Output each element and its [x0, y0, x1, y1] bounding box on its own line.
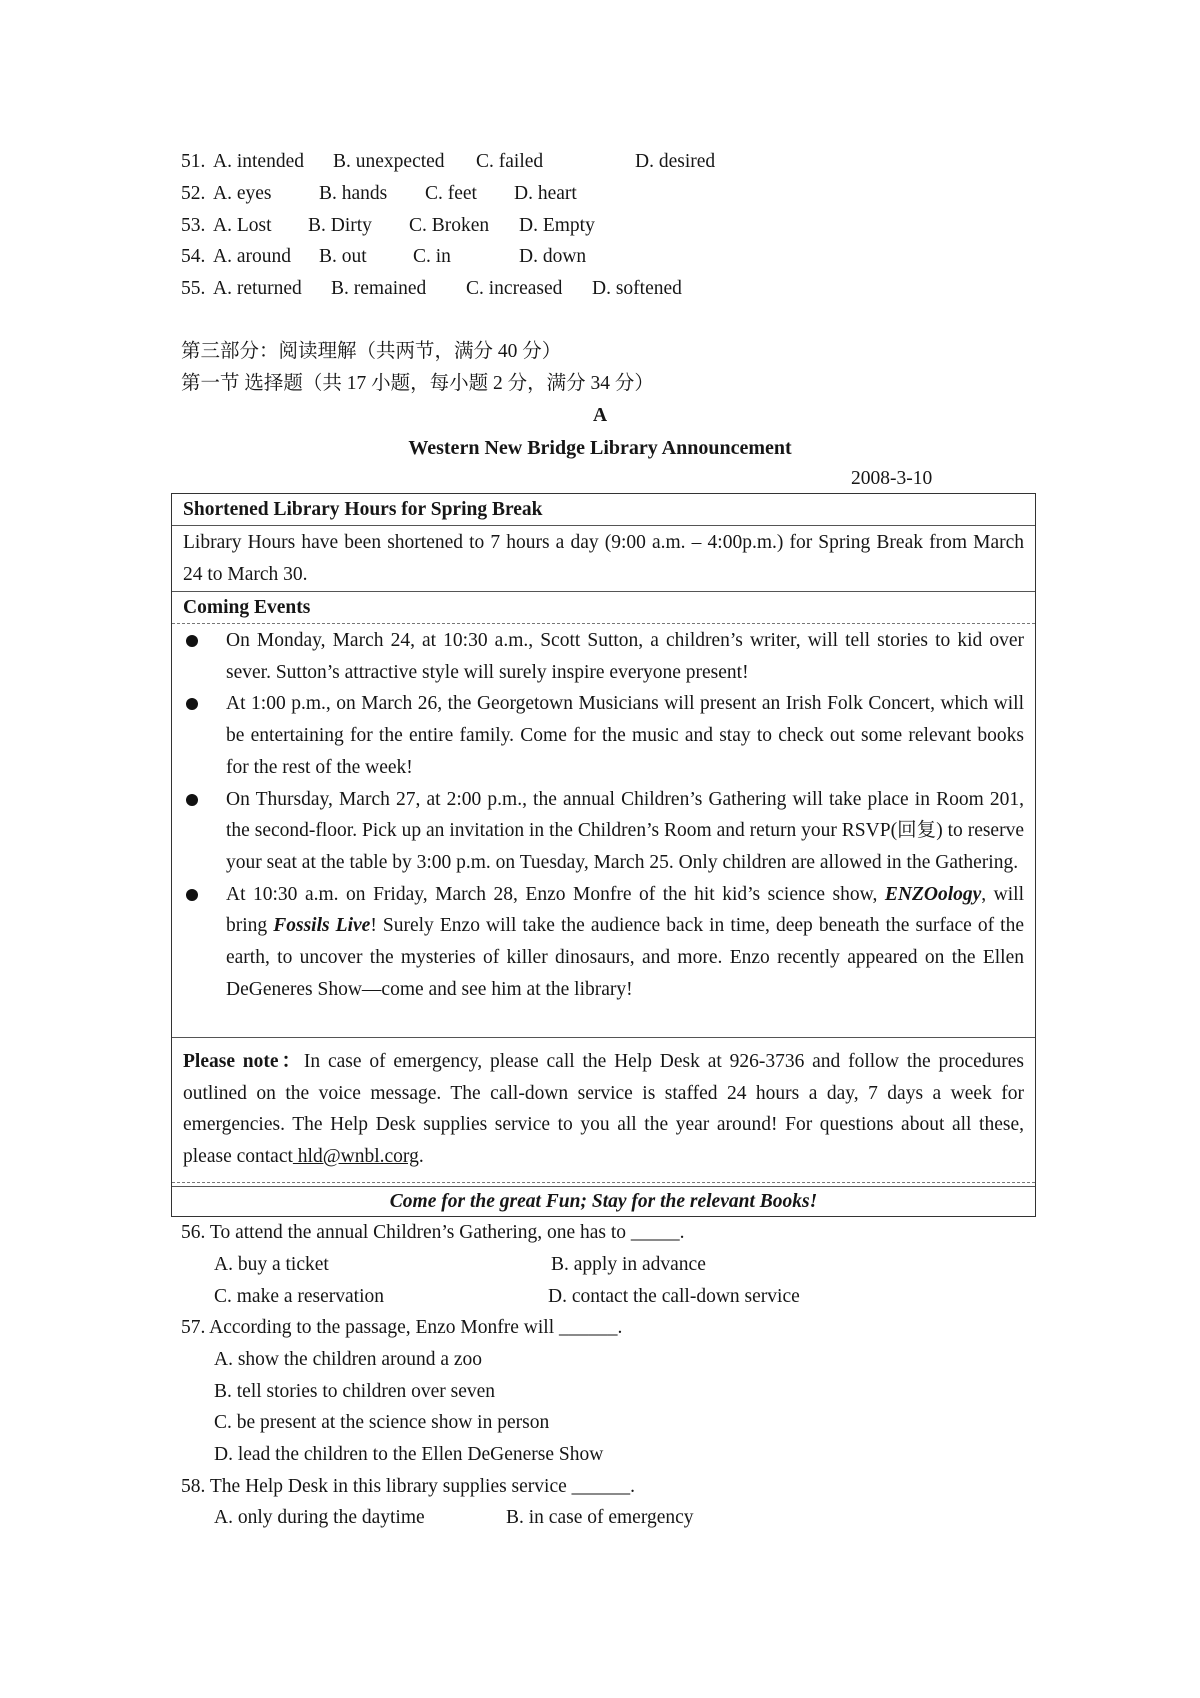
option-c: C. feet	[425, 183, 477, 204]
option-b: B. remained	[331, 278, 427, 299]
event-text-part: ! Surely Enzo will take the audience back in time, deep beneath the surface of the earth, to uncover the mysteries of killer dinosaurs, and more. Enzo recently appeared on the Ellen DeGeneres Show—come and see him at the library!	[226, 915, 1025, 1000]
option-d: D. softened	[592, 278, 682, 299]
passage-letter: A	[592, 405, 608, 426]
question-58: 58. The Help Desk in this library supplies service ______.	[181, 1476, 636, 1497]
email-link[interactable]: hld@wnbl.corg	[292, 1146, 419, 1168]
announcement-date: 2008-3-10	[851, 468, 933, 489]
event-text: At 1:00 p.m., on March 26, the Georgetown Musicians will present an Irish Folk Concert, which will be entertaining for the entire family. Come for the music and stay to check out some relevant books for the rest of the week!	[226, 693, 1024, 778]
note-text: In case of emergency, please call the Help Desk at 926-3736 and follow the procedures outlined on the voice message. The call-down service is staffed 24 hours a day, 7 days a week for emergencies. The Help Desk supplies service to you all the year around! For questions about all these, please contact	[183, 1051, 1024, 1168]
program-name: Fossils Live	[273, 915, 371, 937]
divider	[172, 1037, 1035, 1038]
event-text: On Thursday, March 27, at 2:00 p.m., the annual Children’s Gathering will take place in Room 201, the second-floor. Pick up an invitation in the Children’s Room and return your RSVP(回复) to reserve your seat at the table by 3:00 p.m. on Tuesday, March 25. Only children are allowed in the Gathering.	[226, 788, 1024, 873]
option-d: D. Empty	[519, 215, 595, 236]
option-a: A. Lost	[213, 215, 272, 236]
q-number: 51.	[181, 151, 206, 172]
bullet-icon	[186, 635, 198, 647]
q-number: 52.	[181, 183, 206, 204]
divider	[172, 525, 1035, 526]
slogan: Come for the great Fun; Stay for the relevant Books!	[389, 1191, 818, 1212]
option-b: B. Dirty	[308, 215, 372, 236]
option-c: C. in	[413, 246, 451, 267]
announcement-box	[171, 493, 1036, 1217]
option-a: A. intended	[213, 151, 304, 172]
event-text-part: , will bring	[226, 883, 1024, 937]
q-number: 55.	[181, 278, 206, 299]
question-57: 57. According to the passage, Enzo Monfre will ______.	[181, 1317, 623, 1338]
hours-heading: Shortened Library Hours for Spring Break	[183, 499, 543, 520]
event-text-part: At 10:30 a.m. on Friday, March 28, Enzo Monfre of the hit kid’s science show,	[226, 883, 885, 905]
event-item	[172, 879, 1024, 1006]
event-item	[172, 688, 1024, 783]
q56-option-d: D. contact the call-down service	[548, 1286, 800, 1307]
option-a: A. returned	[213, 278, 302, 299]
option-b: B. out	[319, 246, 367, 267]
announcement-title: Western New Bridge Library Announcement	[408, 437, 792, 459]
q58-option-a: A. only during the daytime	[214, 1507, 425, 1528]
q56-option-c: C. make a reservation	[214, 1286, 385, 1307]
divider	[172, 623, 1035, 624]
q57-option-b: B. tell stories to children over seven	[214, 1381, 496, 1402]
show-name: ENZOology	[884, 883, 982, 905]
option-c: C. failed	[476, 151, 544, 172]
option-b: B. unexpected	[333, 151, 445, 172]
q57-option-c: C. be present at the science show in person	[214, 1412, 550, 1433]
option-a: A. around	[213, 246, 291, 267]
part-heading: 第三部分：阅读理解（共两节，满分 40 分）	[181, 341, 562, 362]
option-c: C. Broken	[409, 215, 490, 236]
events-list	[172, 625, 1024, 1005]
option-d: D. desired	[635, 151, 716, 172]
note-end: .	[418, 1146, 424, 1168]
event-text: On Monday, March 24, at 10:30 a.m., Scott Sutton, a children’s writer, will tell stories to kid over sever. Sutton’s attractive style will surely inspire everyone present!	[226, 630, 1024, 683]
option-c: C. increased	[466, 278, 563, 299]
question-56: 56. To attend the annual Children’s Gathering, one has to _____.	[181, 1222, 685, 1243]
option-d: D. down	[519, 246, 587, 267]
option-a: A. eyes	[213, 183, 272, 204]
q58-option-b: B. in case of emergency	[506, 1507, 694, 1528]
q57-option-a: A. show the children around a zoo	[214, 1349, 483, 1370]
subsection-heading: 第一节 选择题（共 17 小题，每小题 2 分，满分 34 分）	[181, 373, 654, 394]
bullet-icon	[186, 889, 198, 901]
events-heading: Coming Events	[183, 597, 311, 618]
hours-text: Library Hours have been shortened to 7 hours a day (9:00 a.m. – 4:00p.m.) for Spring Break from March 24 to March 30.	[183, 532, 1024, 585]
event-item	[172, 625, 1024, 688]
q56-option-b: B. apply in advance	[551, 1254, 706, 1275]
q56-option-a: A. buy a ticket	[214, 1254, 329, 1275]
note-label: Please note：	[183, 1051, 304, 1072]
q-number: 54.	[181, 246, 206, 267]
bullet-icon	[186, 698, 198, 710]
q-number: 53.	[181, 215, 206, 236]
option-b: B. hands	[319, 183, 388, 204]
note-paragraph	[183, 1046, 1024, 1173]
divider	[172, 1182, 1035, 1183]
q57-option-d: D. lead the children to the Ellen DeGenerse Show	[214, 1444, 604, 1465]
event-item	[172, 784, 1024, 879]
bullet-icon	[186, 794, 198, 806]
option-d: D. heart	[514, 183, 577, 204]
